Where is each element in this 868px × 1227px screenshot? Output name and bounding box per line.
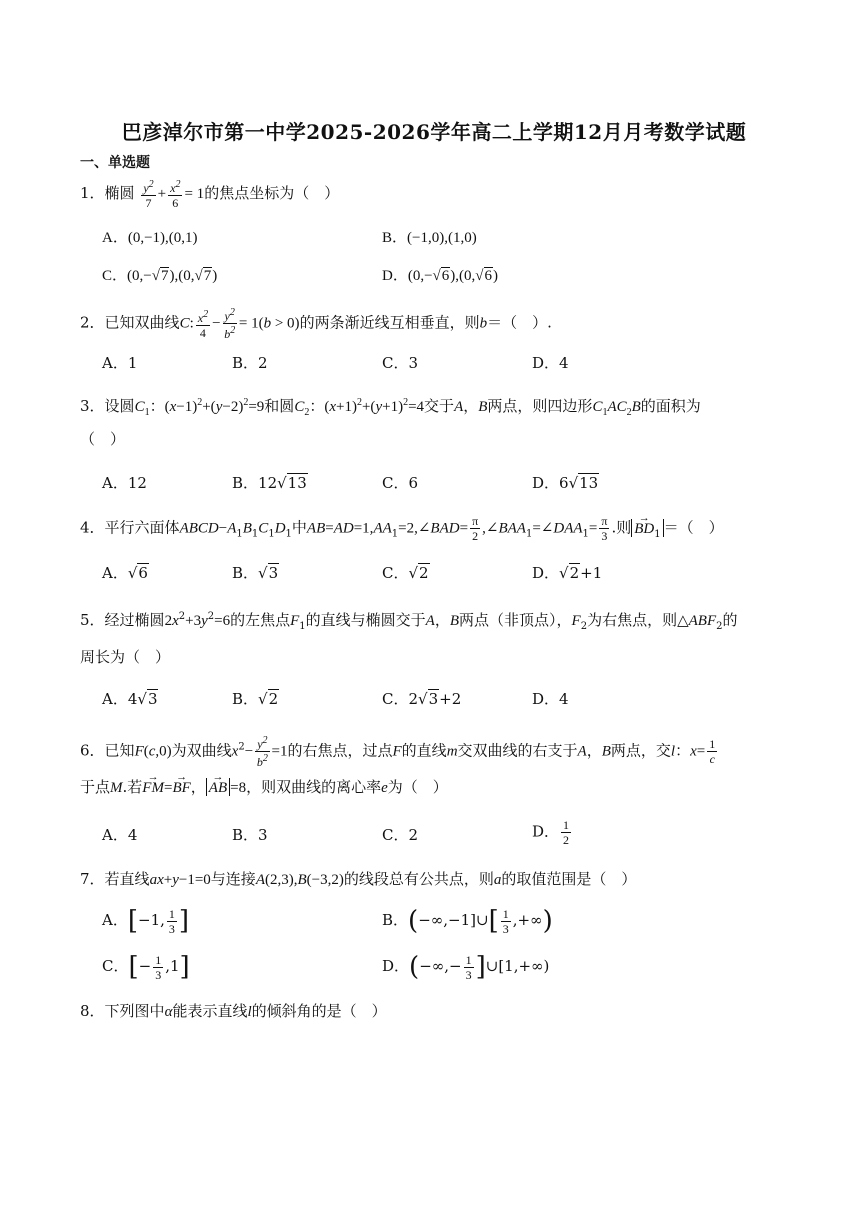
- option-4b[interactable]: B．√3: [232, 564, 279, 582]
- question-8: 8．下列图中α能表示直线l的倾斜角的是（ ）: [80, 1002, 387, 1020]
- option-3d[interactable]: D．6√13: [532, 474, 599, 492]
- option-2c[interactable]: C．3: [382, 354, 419, 372]
- option-2a[interactable]: A．1: [102, 354, 138, 372]
- question-5: 5．经过椭圆$2x^2+3y^2=6$的左焦点$F_1$的直线与椭圆交于A，B两点（非顶点），$F_2$为右焦点，则$\triangle ABF_2$的: [80, 611, 738, 632]
- question-6: 6．已知F(c,0)为双曲线$x^2-$ $\frac{y^2}{b^2}$ =1的右焦点，过点F的直线m交双曲线的右支于A，B两点，交l：x= $\frac{1}{c}$: [80, 735, 716, 769]
- option-5b[interactable]: B．√2: [232, 690, 279, 708]
- option-1d[interactable]: D．(0,−√6),(0,√6): [382, 268, 499, 284]
- option-1a[interactable]: A．(0,−1),(0,1): [102, 230, 198, 246]
- option-4c[interactable]: C．√2: [382, 564, 429, 582]
- option-7d[interactable]: D．(−∞,− $\frac{1}{3}$ ]∪[1,+∞): [382, 952, 550, 982]
- option-5c[interactable]: C．2√3+2: [382, 690, 462, 708]
- option-6b[interactable]: B．3: [232, 826, 268, 844]
- question-4: 4．平行六面体$ABCD-A_1B_1C_1D_1$中$AB=AD=1,AA_1=2,\angle BAD=$ $\frac{\pi}{2}$ $,\angle BAA_1=\angle DAA_1=$ $\frac{\pi}{3}$ .则→ $BD_1$ ＝（ ）: [80, 514, 724, 546]
- option-1b[interactable]: B．(−1,0),(1,0): [382, 230, 477, 246]
- option-5a[interactable]: A．4√3: [102, 690, 158, 708]
- question-1: 1．椭圆 $\frac{y^2}{7}$ + $\frac{x^2}{6}$ = 1的焦点坐标为（ ）: [80, 179, 340, 210]
- question-6-cont: 于点M.若→ FM=→ BF，→ AB =8，则双曲线的离心率e为（ ）: [80, 776, 448, 799]
- option-6a[interactable]: A．4: [102, 826, 138, 844]
- question-3: 3．设圆$C_1$：$(x-1)^2+(y-2)^2=9$和圆$C_2$：$(x+1)^2+(y+1)^2=4$交于A，B两点，则四边形$C_1AC_2B$的面积为: [80, 397, 701, 418]
- question-7: 7．若直线ax+y−1=0与连接A(2,3),B(−3,2)的线段总有公共点，则a的取值范围是（ ）: [80, 870, 637, 888]
- option-7b[interactable]: B．(−∞,−1]∪[ $\frac{1}{3}$ ,+∞): [382, 906, 553, 936]
- question-3-cont: （ ）: [80, 430, 126, 448]
- option-4a[interactable]: A．√6: [102, 564, 148, 582]
- option-2b[interactable]: B．2: [232, 354, 268, 372]
- option-3c[interactable]: C．6: [382, 474, 419, 492]
- option-6d[interactable]: D． $\frac{1}{2}$: [532, 818, 570, 847]
- question-5-cont: 周长为（ ）: [80, 648, 171, 666]
- option-1c[interactable]: C．(0,−√7),(0,√7): [102, 268, 218, 284]
- option-4d[interactable]: D．√2+1: [532, 564, 603, 582]
- section-heading: 一、单选题: [80, 155, 150, 171]
- page-title: 巴彦淖尔市第一中学2025-2026学年高二上学期12月月考数学试题: [121, 120, 747, 144]
- option-3a[interactable]: A．12: [102, 474, 147, 492]
- option-3b[interactable]: B．12√13: [232, 474, 307, 492]
- question-2: 2．已知双曲线C: $\frac{x^2}{4}$ − $\frac{y^2}{b^2}$ = 1(b > 0)的两条渐近线互相垂直，则b＝（ ）.: [80, 307, 552, 341]
- option-5d[interactable]: D．4: [532, 690, 569, 708]
- option-6c[interactable]: C．2: [382, 826, 419, 844]
- option-7a[interactable]: A．[−1, $\frac{1}{3}$ ]: [102, 906, 190, 936]
- option-2d[interactable]: D．4: [532, 354, 569, 372]
- option-7c[interactable]: C．[− $\frac{1}{3}$ ,1]: [102, 952, 190, 982]
